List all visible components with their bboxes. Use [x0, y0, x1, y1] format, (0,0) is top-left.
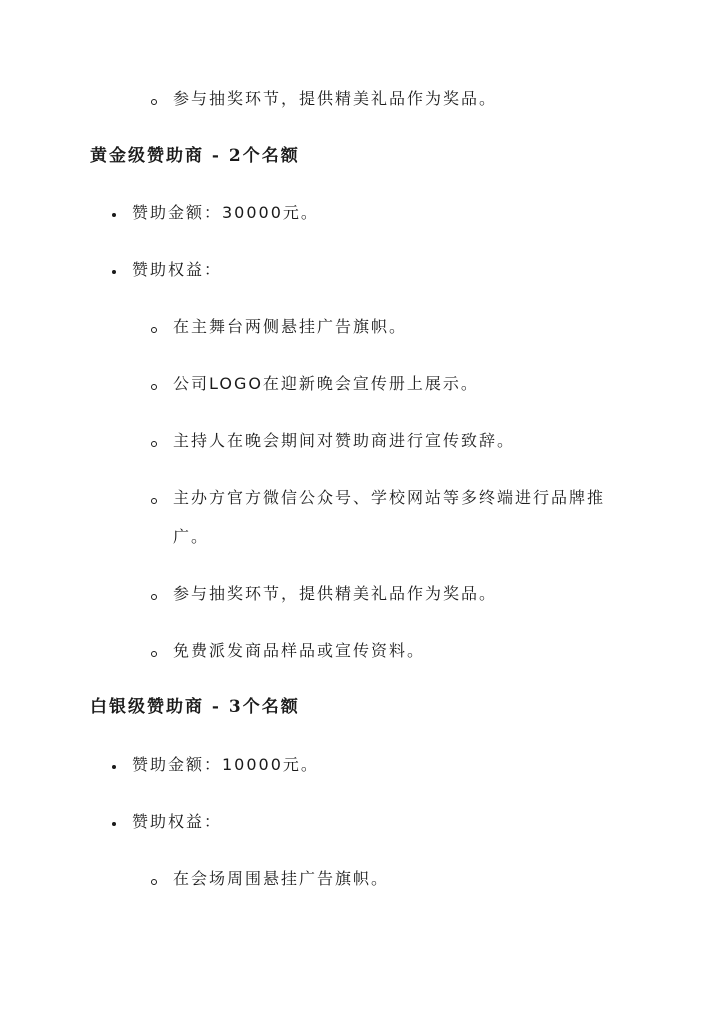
- sub-bullet-marker: [151, 651, 157, 657]
- list-item-amount: 赞助金额：10000元。: [132, 755, 319, 774]
- list-item: 公司LOGO在迎新晚会宣传册上展示。: [173, 374, 479, 393]
- section-heading-silver: 白银级赞助商 - 3个名额: [90, 697, 300, 717]
- list-item-amount: 赞助金额：30000元。: [132, 203, 319, 222]
- sub-bullet-marker: [151, 327, 157, 333]
- bullet-marker: [112, 270, 116, 274]
- section-heading-gold: 黄金级赞助商 - 2个名额: [90, 146, 300, 166]
- bullet-marker: [112, 765, 116, 769]
- bullet-marker: [112, 822, 116, 826]
- bullet-marker: [112, 213, 116, 217]
- list-item-benefits-label: 赞助权益：: [132, 812, 223, 831]
- sub-bullet-marker: [151, 99, 157, 105]
- list-item: 在主舞台两侧悬挂广告旗帜。: [173, 317, 408, 336]
- sub-bullet-marker: [151, 879, 157, 885]
- sub-bullet-marker: [151, 441, 157, 447]
- list-item: 在会场周围悬挂广告旗帜。: [173, 869, 390, 888]
- list-item: 参与抽奖环节，提供精美礼品作为奖品。: [173, 89, 498, 108]
- list-item: 主办方官方微信公众号、学校网站等多终端进行品牌推: [173, 488, 606, 507]
- list-item-continuation: 广。: [173, 527, 210, 546]
- list-item-benefits-label: 赞助权益：: [132, 260, 223, 279]
- sub-bullet-marker: [151, 594, 157, 600]
- list-item: 主持人在晚会期间对赞助商进行宣传致辞。: [173, 431, 516, 450]
- sub-bullet-marker: [151, 498, 157, 504]
- list-item: 免费派发商品样品或宣传资料。: [173, 641, 426, 660]
- sub-bullet-marker: [151, 384, 157, 390]
- list-item: 参与抽奖环节，提供精美礼品作为奖品。: [173, 584, 498, 603]
